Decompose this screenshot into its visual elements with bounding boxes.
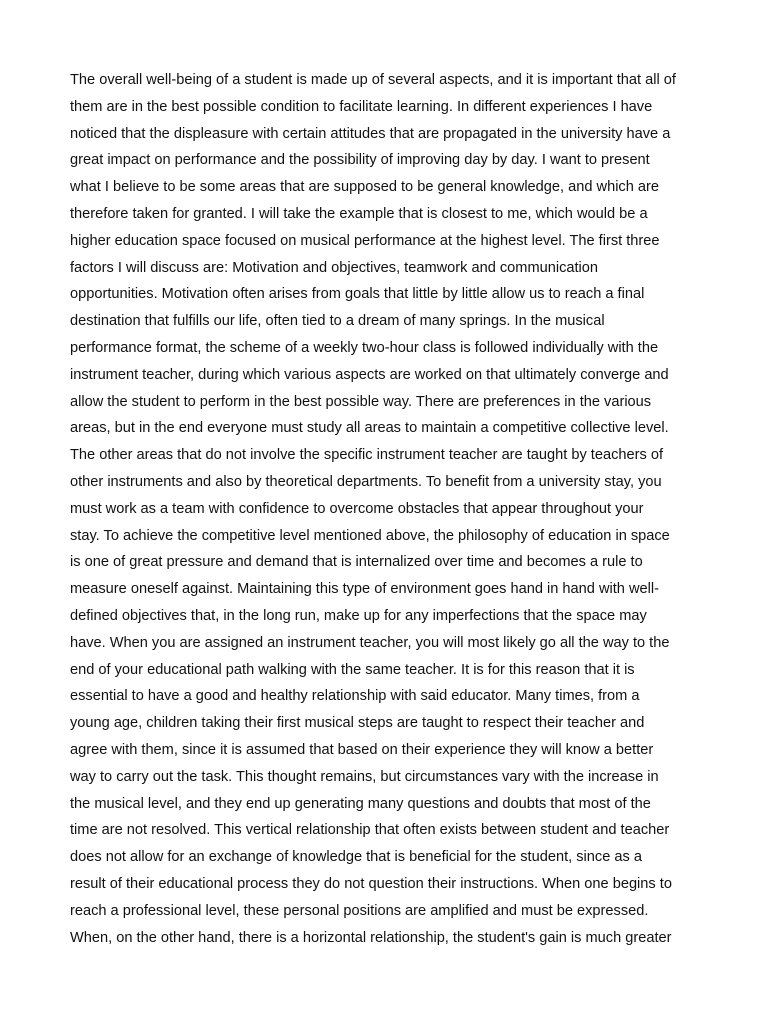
text-line: have. When you are assigned an instrument teacher, you will most likely go all the way to the — [70, 634, 670, 651]
text-line: therefore taken for granted. I will take the example that is closest to me, which would be a — [70, 205, 648, 222]
text-line: noticed that the displeasure with certain attitudes that are propagated in the university have a — [70, 125, 671, 142]
text-line: defined objectives that, in the long run, make up for any imperfections that the space may — [70, 607, 647, 624]
text-line: end of your educational path walking with the same teacher. It is for this reason that it is — [70, 661, 635, 678]
body-paragraph — [70, 67, 700, 951]
text-line: young age, children taking their first musical steps are taught to respect their teacher and — [70, 715, 645, 732]
text-line: The overall well-being of a student is made up of several aspects, and it is important that all of — [70, 72, 676, 88]
text-line: great impact on performance and the possibility of improving day by day. I want to present — [70, 152, 650, 169]
text-line: agree with them, since it is assumed that based on their experience they will know a better — [70, 741, 654, 758]
text-line: essential to have a good and healthy relationship with said educator. Many times, from a — [70, 688, 640, 705]
text-line: them are in the best possible condition to facilitate learning. In different experiences I have — [70, 98, 653, 115]
text-line: measure oneself against. Maintaining this type of environment goes hand in hand with well- — [70, 581, 659, 598]
text-line: time are not resolved. This vertical relationship that often exists between student and teacher — [70, 822, 670, 839]
text-line: allow the student to perform in the best possible way. There are preferences in the various — [70, 393, 652, 410]
text-line: the musical level, and they end up generating many questions and doubts that most of the — [70, 795, 651, 812]
text-line: destination that fulfills our life, often tied to a dream of many springs. In the musical — [70, 313, 605, 330]
text-line: way to carry out the task. This thought remains, but circumstances vary with the increase in — [70, 768, 659, 785]
text-line: instrument teacher, during which various aspects are worked on that ultimately converge and — [70, 366, 669, 383]
text-line: performance format, the scheme of a weekly two-hour class is followed individually with the — [70, 339, 659, 356]
text-line: opportunities. Motivation often arises from goals that little by little allow us to reach a final — [70, 286, 645, 303]
text-line: does not allow for an exchange of knowledge that is beneficial for the student, since as a — [70, 849, 642, 866]
text-line: reach a professional level, these personal positions are amplified and must be expressed. — [70, 902, 649, 919]
text-line: must work as a team with confidence to overcome obstacles that appear throughout your — [70, 500, 644, 517]
text-line: result of their educational process they do not question their instructions. When one begins to — [70, 875, 672, 892]
text-line: other instruments and also by theoretical departments. To benefit from a university stay, you — [70, 473, 662, 490]
text-line: stay. To achieve the competitive level mentioned above, the philosophy of education in space — [70, 527, 670, 544]
text-line: what I believe to be some areas that are supposed to be general knowledge, and which are — [70, 179, 659, 196]
text-line: When, on the other hand, there is a horizontal relationship, the student's gain is much greater — [70, 929, 672, 946]
text-line: factors I will discuss are: Motivation and objectives, teamwork and communication — [70, 259, 599, 276]
text-line: higher education space focused on musical performance at the highest level. The first three — [70, 232, 660, 249]
text-line: is one of great pressure and demand that is internalized over time and becomes a rule to — [70, 554, 643, 571]
text-line: The other areas that do not involve the specific instrument teacher are taught by teachers of — [70, 447, 664, 464]
text-line: areas, but in the end everyone must study all areas to maintain a competitive collective level. — [70, 420, 669, 437]
